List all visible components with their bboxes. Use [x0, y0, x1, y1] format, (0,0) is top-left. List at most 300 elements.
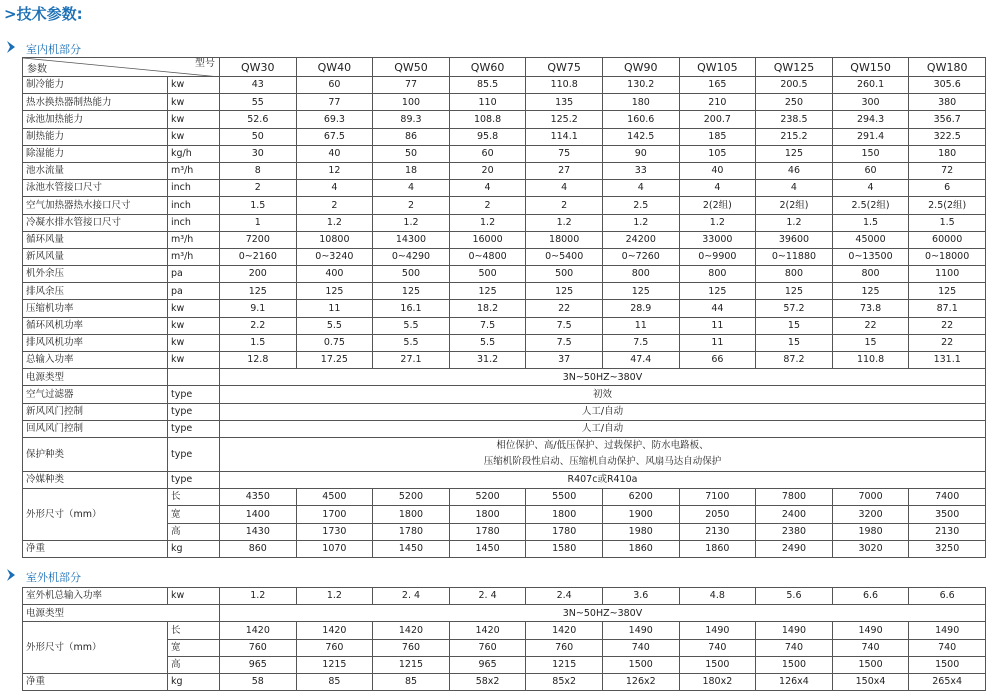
- value-cell: 57.2: [756, 300, 833, 317]
- value-cell: 40: [296, 145, 373, 162]
- row-unit: type: [168, 386, 220, 403]
- row-label: 制热能力: [23, 128, 168, 145]
- value-cell: 2. 4: [373, 588, 450, 605]
- merged-value-cell: R407c或R410a: [220, 471, 986, 488]
- value-cell: 5200: [449, 489, 526, 506]
- table-row: [23, 673, 986, 690]
- value-cell: 1.5: [909, 214, 986, 231]
- value-cell: 1215: [296, 656, 373, 673]
- value-cell: 215.2: [756, 128, 833, 145]
- table-row: [23, 352, 986, 369]
- value-cell: 7400: [909, 489, 986, 506]
- value-cell: 125: [526, 283, 603, 300]
- value-cell: 125: [832, 283, 909, 300]
- value-cell: 1: [220, 214, 297, 231]
- value-cell: 43: [220, 77, 297, 94]
- value-cell: 18.2: [449, 300, 526, 317]
- table-row: [23, 214, 986, 231]
- value-cell: 7.5: [526, 334, 603, 351]
- row-label: 净重: [23, 673, 168, 690]
- value-cell: 500: [373, 266, 450, 283]
- table-row: [23, 471, 986, 488]
- value-cell: 760: [220, 639, 297, 656]
- value-cell: 100: [373, 94, 450, 111]
- value-cell: 200.7: [679, 111, 756, 128]
- header-corner-cell: [23, 58, 220, 77]
- value-cell: 4350: [220, 489, 297, 506]
- value-cell: 9.1: [220, 300, 297, 317]
- model-header-cell: QW75: [526, 58, 603, 77]
- value-cell: 126x2: [602, 673, 679, 690]
- table-row: [23, 588, 986, 605]
- value-cell: 77: [373, 77, 450, 94]
- row-label: 循环风量: [23, 231, 168, 248]
- value-cell: 27.1: [373, 352, 450, 369]
- value-cell: 89.3: [373, 111, 450, 128]
- value-cell: 1800: [526, 506, 603, 523]
- value-cell: 114.1: [526, 128, 603, 145]
- value-cell: 1980: [602, 523, 679, 540]
- row-label: 电源类型: [23, 605, 220, 622]
- value-cell: 125: [602, 283, 679, 300]
- row-label: 排风风机功率: [23, 334, 168, 351]
- value-cell: 85: [373, 673, 450, 690]
- value-cell: 85.5: [449, 77, 526, 94]
- value-cell: 17.25: [296, 352, 373, 369]
- value-cell: 33: [602, 162, 679, 179]
- value-cell: 15: [756, 334, 833, 351]
- row-label: 除湿能力: [23, 145, 168, 162]
- value-cell: 87.1: [909, 300, 986, 317]
- value-cell: 400: [296, 266, 373, 283]
- row-unit: type: [168, 403, 220, 420]
- value-cell: 66: [679, 352, 756, 369]
- value-cell: 28.9: [602, 300, 679, 317]
- value-cell: 3200: [832, 506, 909, 523]
- value-cell: 110: [449, 94, 526, 111]
- value-cell: 4: [296, 180, 373, 197]
- value-cell: 85: [296, 673, 373, 690]
- value-cell: 24200: [602, 231, 679, 248]
- row-label: 新风风门控制: [23, 403, 168, 420]
- row-unit: m³/h: [168, 248, 220, 265]
- value-cell: 46: [756, 162, 833, 179]
- table-header-row: [23, 58, 986, 77]
- value-cell: 740: [756, 639, 833, 656]
- table-row: [23, 300, 986, 317]
- table-row: [23, 523, 986, 540]
- value-cell: 180: [909, 145, 986, 162]
- table-row: [23, 283, 986, 300]
- table-row: [23, 77, 986, 94]
- table-row: [23, 656, 986, 673]
- model-header-cell: QW125: [756, 58, 833, 77]
- value-cell: 322.5: [909, 128, 986, 145]
- value-cell: 1450: [449, 540, 526, 557]
- table-row: [23, 420, 986, 437]
- value-cell: 125: [756, 145, 833, 162]
- value-cell: 108.8: [449, 111, 526, 128]
- row-unit: kw: [168, 334, 220, 351]
- value-cell: 2(2组): [756, 197, 833, 214]
- value-cell: 160.6: [602, 111, 679, 128]
- row-unit: kw: [168, 128, 220, 145]
- value-cell: 380: [909, 94, 986, 111]
- value-cell: 130.2: [602, 77, 679, 94]
- dimension-label: 高: [168, 656, 220, 673]
- value-cell: 356.7: [909, 111, 986, 128]
- value-cell: 0~4800: [449, 248, 526, 265]
- row-unit: kw: [168, 111, 220, 128]
- value-cell: 1980: [832, 523, 909, 540]
- value-cell: 1.2: [373, 214, 450, 231]
- table-row: [23, 231, 986, 248]
- value-cell: 5.5: [449, 334, 526, 351]
- value-cell: 1.5: [832, 214, 909, 231]
- value-cell: 210: [679, 94, 756, 111]
- row-label: 净重: [23, 540, 168, 557]
- value-cell: 760: [373, 639, 450, 656]
- table-row: [23, 540, 986, 557]
- value-cell: 1730: [296, 523, 373, 540]
- value-cell: 0~3240: [296, 248, 373, 265]
- value-cell: 1500: [756, 656, 833, 673]
- value-cell: 180: [602, 94, 679, 111]
- value-cell: 2: [296, 197, 373, 214]
- value-cell: 1.2: [220, 588, 297, 605]
- row-label: 排风余压: [23, 283, 168, 300]
- value-cell: 1500: [602, 656, 679, 673]
- row-unit: [168, 369, 220, 386]
- value-cell: 740: [832, 639, 909, 656]
- value-cell: 73.8: [832, 300, 909, 317]
- row-label: 循环风机功率: [23, 317, 168, 334]
- row-unit: kw: [168, 588, 220, 605]
- row-label: 机外余压: [23, 266, 168, 283]
- value-cell: 7100: [679, 489, 756, 506]
- row-label: 空气加热器热水接口尺寸: [23, 197, 168, 214]
- param-label: 参数: [27, 64, 47, 75]
- value-cell: 60: [832, 162, 909, 179]
- value-cell: 250: [756, 94, 833, 111]
- value-cell: 7800: [756, 489, 833, 506]
- value-cell: 305.6: [909, 77, 986, 94]
- row-label: 池水流量: [23, 162, 168, 179]
- value-cell: 1420: [373, 622, 450, 639]
- value-cell: 2380: [756, 523, 833, 540]
- table-row: [23, 622, 986, 639]
- row-label: 新风风量: [23, 248, 168, 265]
- value-cell: 22: [526, 300, 603, 317]
- outdoor-spec-table: [22, 587, 986, 691]
- value-cell: 125.2: [526, 111, 603, 128]
- value-cell: 1.2: [602, 214, 679, 231]
- value-cell: 10800: [296, 231, 373, 248]
- table-row: [23, 128, 986, 145]
- value-cell: 1420: [220, 622, 297, 639]
- value-cell: 500: [449, 266, 526, 283]
- row-unit: kw: [168, 317, 220, 334]
- diagonal-divider: [23, 58, 220, 77]
- table-row: [23, 489, 986, 506]
- value-cell: 0.75: [296, 334, 373, 351]
- merged-value-cell: 初效: [220, 386, 986, 403]
- value-cell: 740: [679, 639, 756, 656]
- value-cell: 50: [373, 145, 450, 162]
- value-cell: 44: [679, 300, 756, 317]
- value-cell: 39600: [756, 231, 833, 248]
- value-cell: 2050: [679, 506, 756, 523]
- dimension-label: 长: [168, 489, 220, 506]
- row-unit: type: [168, 437, 220, 471]
- value-cell: 300: [832, 94, 909, 111]
- value-cell: 165: [679, 77, 756, 94]
- value-cell: 4: [832, 180, 909, 197]
- value-cell: 69.3: [296, 111, 373, 128]
- value-cell: 12: [296, 162, 373, 179]
- value-cell: 2: [449, 197, 526, 214]
- row-label: 回风风门控制: [23, 420, 168, 437]
- table-row: [23, 248, 986, 265]
- value-cell: 58: [220, 673, 297, 690]
- value-cell: 1070: [296, 540, 373, 557]
- value-cell: 2.5: [602, 197, 679, 214]
- value-cell: 238.5: [756, 111, 833, 128]
- value-cell: 126x4: [756, 673, 833, 690]
- value-cell: 105: [679, 145, 756, 162]
- value-cell: 40: [679, 162, 756, 179]
- value-cell: 125: [296, 283, 373, 300]
- protection-line-1: 相位保护、高/低压保护、过载保护、防水电路板、: [496, 440, 709, 452]
- value-cell: 0~2160: [220, 248, 297, 265]
- row-unit: kw: [168, 77, 220, 94]
- value-cell: 1430: [220, 523, 297, 540]
- value-cell: 2130: [679, 523, 756, 540]
- value-cell: 760: [449, 639, 526, 656]
- table-row: [23, 506, 986, 523]
- value-cell: 18: [373, 162, 450, 179]
- value-cell: 18000: [526, 231, 603, 248]
- table-row: [23, 605, 986, 622]
- value-cell: 1215: [526, 656, 603, 673]
- table-row: [23, 386, 986, 403]
- value-cell: 180x2: [679, 673, 756, 690]
- indoor-section-title: 室内机部分: [26, 43, 81, 56]
- value-cell: 1420: [296, 622, 373, 639]
- value-cell: 4: [373, 180, 450, 197]
- value-cell: 1.2: [296, 588, 373, 605]
- value-cell: 125: [449, 283, 526, 300]
- merged-value-cell: 人工/自动: [220, 403, 986, 420]
- value-cell: 33000: [679, 231, 756, 248]
- value-cell: 800: [679, 266, 756, 283]
- row-unit: inch: [168, 214, 220, 231]
- value-cell: 1490: [602, 622, 679, 639]
- value-cell: 1420: [526, 622, 603, 639]
- row-unit: kw: [168, 352, 220, 369]
- row-label: 保护种类: [23, 437, 168, 471]
- value-cell: 291.4: [832, 128, 909, 145]
- value-cell: 125: [756, 283, 833, 300]
- row-unit: pa: [168, 283, 220, 300]
- value-cell: 7.5: [449, 317, 526, 334]
- value-cell: 740: [602, 639, 679, 656]
- value-cell: 1.2: [526, 214, 603, 231]
- indoor-spec-table: [22, 57, 986, 558]
- value-cell: 6200: [602, 489, 679, 506]
- value-cell: 965: [220, 656, 297, 673]
- value-cell: 1215: [373, 656, 450, 673]
- value-cell: 4: [756, 180, 833, 197]
- value-cell: 14300: [373, 231, 450, 248]
- value-cell: 55: [220, 94, 297, 111]
- value-cell: 85x2: [526, 673, 603, 690]
- row-label: 泳池水管接口尺寸: [23, 180, 168, 197]
- value-cell: 265x4: [909, 673, 986, 690]
- model-label: 型号: [195, 58, 215, 69]
- value-cell: 11: [679, 334, 756, 351]
- value-cell: 30: [220, 145, 297, 162]
- row-unit: m³/h: [168, 162, 220, 179]
- value-cell: 1490: [756, 622, 833, 639]
- table-row: [23, 317, 986, 334]
- row-label: 冷凝水排水管接口尺寸: [23, 214, 168, 231]
- value-cell: 800: [756, 266, 833, 283]
- table-row: [23, 639, 986, 656]
- value-cell: 1.2: [296, 214, 373, 231]
- value-cell: 5500: [526, 489, 603, 506]
- row-label: 热水换热器制热能力: [23, 94, 168, 111]
- value-cell: 6.6: [832, 588, 909, 605]
- value-cell: 7200: [220, 231, 297, 248]
- row-label: 外形尺寸（mm）: [23, 622, 168, 674]
- table-row: [23, 334, 986, 351]
- dimension-label: 宽: [168, 506, 220, 523]
- merged-value-cell: 3N~50HZ~380V: [220, 605, 986, 622]
- value-cell: 1780: [449, 523, 526, 540]
- dimension-label: 长: [168, 622, 220, 639]
- row-label: 空气过滤器: [23, 386, 168, 403]
- value-cell: 12.8: [220, 352, 297, 369]
- row-unit: kw: [168, 300, 220, 317]
- row-label: 压缩机功率: [23, 300, 168, 317]
- value-cell: 860: [220, 540, 297, 557]
- value-cell: 1900: [602, 506, 679, 523]
- value-cell: 110.8: [526, 77, 603, 94]
- value-cell: 0~5400: [526, 248, 603, 265]
- row-label: 制冷能力: [23, 77, 168, 94]
- value-cell: 125: [373, 283, 450, 300]
- row-label: 冷媒种类: [23, 471, 168, 488]
- value-cell: 3020: [832, 540, 909, 557]
- value-cell: 0~11880: [756, 248, 833, 265]
- row-label: 电源类型: [23, 369, 168, 386]
- value-cell: 7000: [832, 489, 909, 506]
- value-cell: 60: [296, 77, 373, 94]
- value-cell: 6.6: [909, 588, 986, 605]
- value-cell: 2400: [756, 506, 833, 523]
- value-cell: 110.8: [832, 352, 909, 369]
- protection-cell: [220, 437, 986, 471]
- model-header-cell: QW60: [449, 58, 526, 77]
- value-cell: 15: [832, 334, 909, 351]
- model-header-cell: QW180: [909, 58, 986, 77]
- value-cell: 800: [602, 266, 679, 283]
- value-cell: 27: [526, 162, 603, 179]
- value-cell: 1450: [373, 540, 450, 557]
- row-unit: m³/h: [168, 231, 220, 248]
- value-cell: 1500: [909, 656, 986, 673]
- table-row: [23, 437, 986, 471]
- value-cell: 1.2: [756, 214, 833, 231]
- value-cell: 1.5: [220, 334, 297, 351]
- row-label: 总输入功率: [23, 352, 168, 369]
- value-cell: 11: [602, 317, 679, 334]
- chevron-right-icon: [6, 568, 17, 582]
- table-row: [23, 369, 986, 386]
- dimension-label: 宽: [168, 639, 220, 656]
- title-chevron-icon: >: [4, 5, 17, 23]
- row-unit: kg/h: [168, 145, 220, 162]
- model-header-cell: QW105: [679, 58, 756, 77]
- chevron-right-icon: [6, 40, 17, 54]
- value-cell: 1420: [449, 622, 526, 639]
- value-cell: 5.5: [373, 317, 450, 334]
- value-cell: 95.8: [449, 128, 526, 145]
- value-cell: 16.1: [373, 300, 450, 317]
- value-cell: 3500: [909, 506, 986, 523]
- value-cell: 1490: [679, 622, 756, 639]
- value-cell: 500: [526, 266, 603, 283]
- value-cell: 2: [526, 197, 603, 214]
- value-cell: 0~13500: [832, 248, 909, 265]
- value-cell: 740: [909, 639, 986, 656]
- row-label: 外形尺寸（mm）: [23, 489, 168, 541]
- value-cell: 2.2: [220, 317, 297, 334]
- value-cell: 7.5: [526, 317, 603, 334]
- value-cell: 2.4: [526, 588, 603, 605]
- value-cell: 185: [679, 128, 756, 145]
- value-cell: 4500: [296, 489, 373, 506]
- outdoor-section-title: 室外机部分: [26, 571, 81, 584]
- value-cell: 1860: [602, 540, 679, 557]
- value-cell: 1490: [832, 622, 909, 639]
- value-cell: 150: [832, 145, 909, 162]
- value-cell: 15: [756, 317, 833, 334]
- row-unit: inch: [168, 197, 220, 214]
- value-cell: 1780: [373, 523, 450, 540]
- value-cell: 1580: [526, 540, 603, 557]
- merged-value-cell: 人工/自动: [220, 420, 986, 437]
- value-cell: 1.2: [449, 214, 526, 231]
- value-cell: 760: [526, 639, 603, 656]
- value-cell: 0~7260: [602, 248, 679, 265]
- model-header-cell: QW90: [602, 58, 679, 77]
- value-cell: 760: [296, 639, 373, 656]
- value-cell: 31.2: [449, 352, 526, 369]
- dimension-label: 高: [168, 523, 220, 540]
- value-cell: 1400: [220, 506, 297, 523]
- row-label: 室外机总输入功率: [23, 588, 168, 605]
- value-cell: 1490: [909, 622, 986, 639]
- value-cell: 965: [449, 656, 526, 673]
- page-title: >技术参数:: [4, 5, 83, 23]
- table-row: [23, 111, 986, 128]
- value-cell: 22: [832, 317, 909, 334]
- value-cell: 5.6: [756, 588, 833, 605]
- value-cell: 200.5: [756, 77, 833, 94]
- value-cell: 11: [679, 317, 756, 334]
